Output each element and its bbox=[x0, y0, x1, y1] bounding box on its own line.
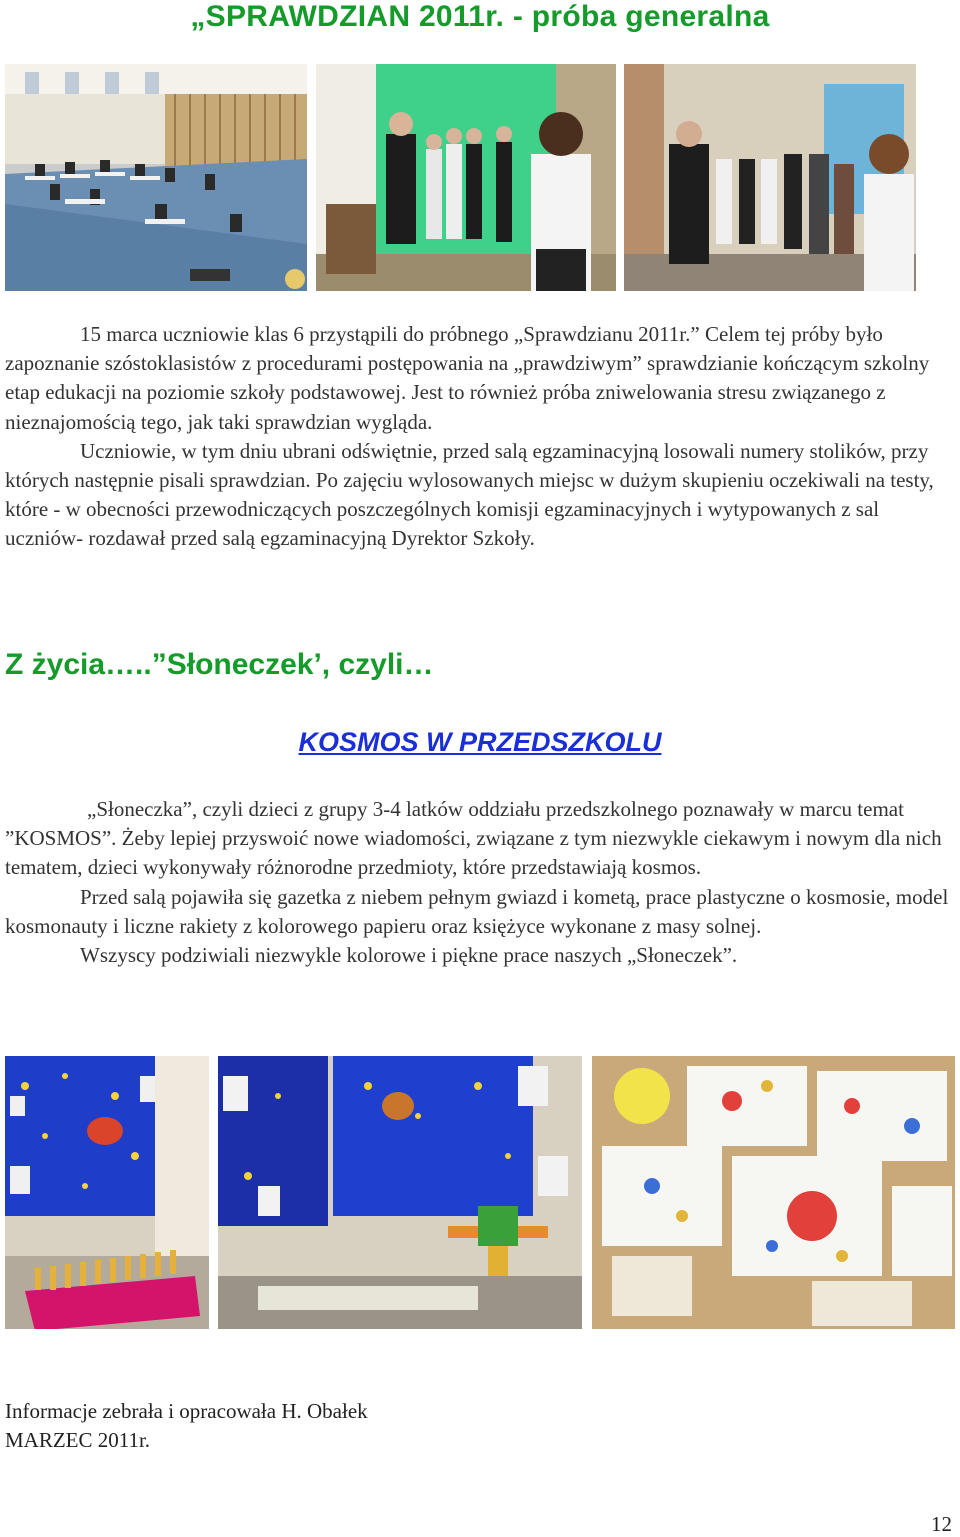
article2-paragraph-3: Wszyscy podziwiali niezwykle kolorowe i piękne prace naszych „Słoneczek”. bbox=[80, 943, 738, 968]
photo-students-green-room bbox=[316, 64, 616, 291]
photo-students-corridor bbox=[624, 64, 916, 291]
article2-paragraph-1: „Słoneczka”, czyli dzieci z grupy 3-4 latków oddziału przedszkolnego poznawały w marcu temat ”KOSMOS”. Żeby lepiej przyswoić nowe wiadomości, związane z tym niezwykle ciekawym i nowym dla nich tematem, dzieci wykonywały różnorodne przedmioty, które przedstawiają kosmos. bbox=[5, 797, 942, 880]
footer-date: MARZEC 2011r. bbox=[5, 1428, 151, 1452]
photo-exam-hall bbox=[5, 64, 307, 291]
photo-space-board-robot bbox=[218, 1056, 582, 1329]
article1-body bbox=[5, 320, 955, 554]
section-subtitle: Z życia…..”Słoneczek’, czyli… bbox=[5, 648, 434, 681]
article1-paragraph-2: Uczniowie, w tym dniu ubrani odświętnie, przed salą egzaminacyjną losowali numery stolików, przy których następnie pisali sprawdzian. Po zajęciu wylosowanych miejsc w dużym skupieniu oczekiwali na testy, które - w obecności przewodniczących poszczególnych komisji egzaminacyjnych i wytypowanych z sal uczniów- rozdawał przed salą egzaminacyjną Dyrektor Szkoły. bbox=[5, 438, 934, 551]
page-number: 12 bbox=[931, 1512, 952, 1536]
article2-body bbox=[5, 795, 955, 970]
footer-author: Informacje zebrała i opracowała H. Obałek bbox=[5, 1399, 368, 1423]
page-title: „SPRAWDZIAN 2011r. - próba generalna bbox=[190, 0, 770, 33]
photo-space-artwork-wall bbox=[592, 1056, 955, 1329]
article1-paragraph-1: 15 marca uczniowie klas 6 przystąpili do próbnego „Sprawdzianu 2011r.” Celem tej próby było zapoznanie szóstoklasistów z procedurami postępowania na „prawdziwym” sprawdzianie kończącym szkolny etap edukacji na poziomie szkoły podstawowej. Jest to również próba zniwelowania stresu związanego z nieznajomością tego, jak taki sprawdzian wygląda. bbox=[5, 322, 930, 434]
photo-space-board-rockets bbox=[5, 1056, 209, 1329]
section-heading: KOSMOS W PRZEDSZKOLU bbox=[298, 727, 662, 757]
article2-paragraph-2: Przed salą pojawiła się gazetka z niebem pełnym gwiazd i kometą, prace plastyczne o kosmosie, model kosmonauty i liczne rakiety z kolorowego papieru oraz księżyce wykonane z masy solnej. bbox=[5, 884, 949, 938]
